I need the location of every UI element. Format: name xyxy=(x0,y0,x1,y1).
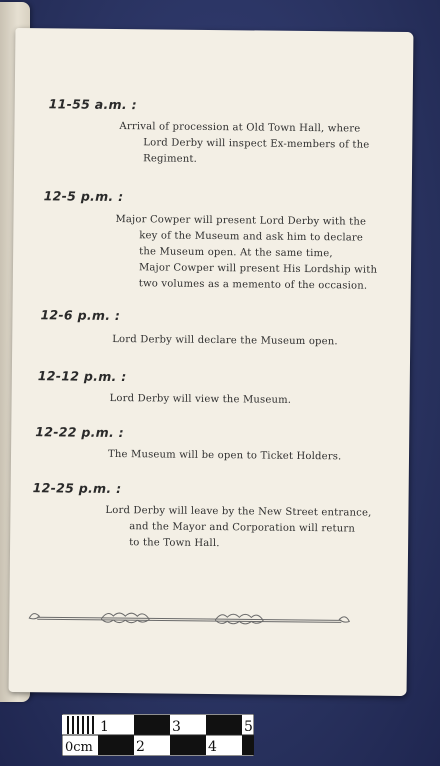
entry-line: two volumes as a memento of the occasion. xyxy=(138,278,368,292)
entry-time: 12-5 p.m. : xyxy=(43,188,124,205)
entry-line: and the Mayor and Corporation will return xyxy=(129,521,356,535)
entry-line: the Museum open. At the same time, xyxy=(139,246,333,260)
entry-description xyxy=(115,212,378,295)
scale-ruler xyxy=(62,714,254,756)
ruler-label: 4 xyxy=(208,739,217,755)
ruler-label: 2 xyxy=(136,739,145,755)
entry-description xyxy=(108,447,342,465)
entry-line: Major Cowper will present His Lordship with xyxy=(138,262,378,276)
entry-line: to the Town Hall. xyxy=(129,537,220,550)
ruler-label: 3 xyxy=(172,719,181,735)
entry-line: Arrival of procession at Old Town Hall, where xyxy=(119,121,361,135)
entry-line: key of the Museum and ask him to declare xyxy=(139,230,364,244)
entry-line: Lord Derby will view the Museum. xyxy=(109,392,292,406)
ruler-label: 0cm xyxy=(65,740,93,755)
ruler-label: 1 xyxy=(100,719,109,735)
entry-line: Lord Derby will declare the Museum open. xyxy=(112,333,338,348)
entry-description xyxy=(105,503,372,554)
entry-line: Lord Derby will leave by the New Street entrance, xyxy=(105,504,372,519)
entry-time: 12-12 p.m. : xyxy=(37,368,127,385)
entry-description xyxy=(112,332,338,350)
ornament-divider-icon xyxy=(27,608,351,627)
entry-line: Lord Derby will inspect Ex-members of the xyxy=(143,137,370,151)
entry-time: 11-55 a.m. : xyxy=(48,96,138,113)
entry-line: Major Cowper will present Lord Derby with the xyxy=(115,213,367,228)
entry-line: Regiment. xyxy=(143,153,198,165)
entry-time: 12-6 p.m. : xyxy=(40,307,121,324)
entry-description xyxy=(110,391,292,409)
entry-time: 12-25 p.m. : xyxy=(32,480,122,497)
ruler-label: 5 xyxy=(244,719,253,735)
document-page xyxy=(9,28,414,696)
entry-time: 12-22 p.m. : xyxy=(35,424,125,441)
entry-line: The Museum will be open to Ticket Holders. xyxy=(107,448,342,463)
entry-description xyxy=(119,119,370,170)
